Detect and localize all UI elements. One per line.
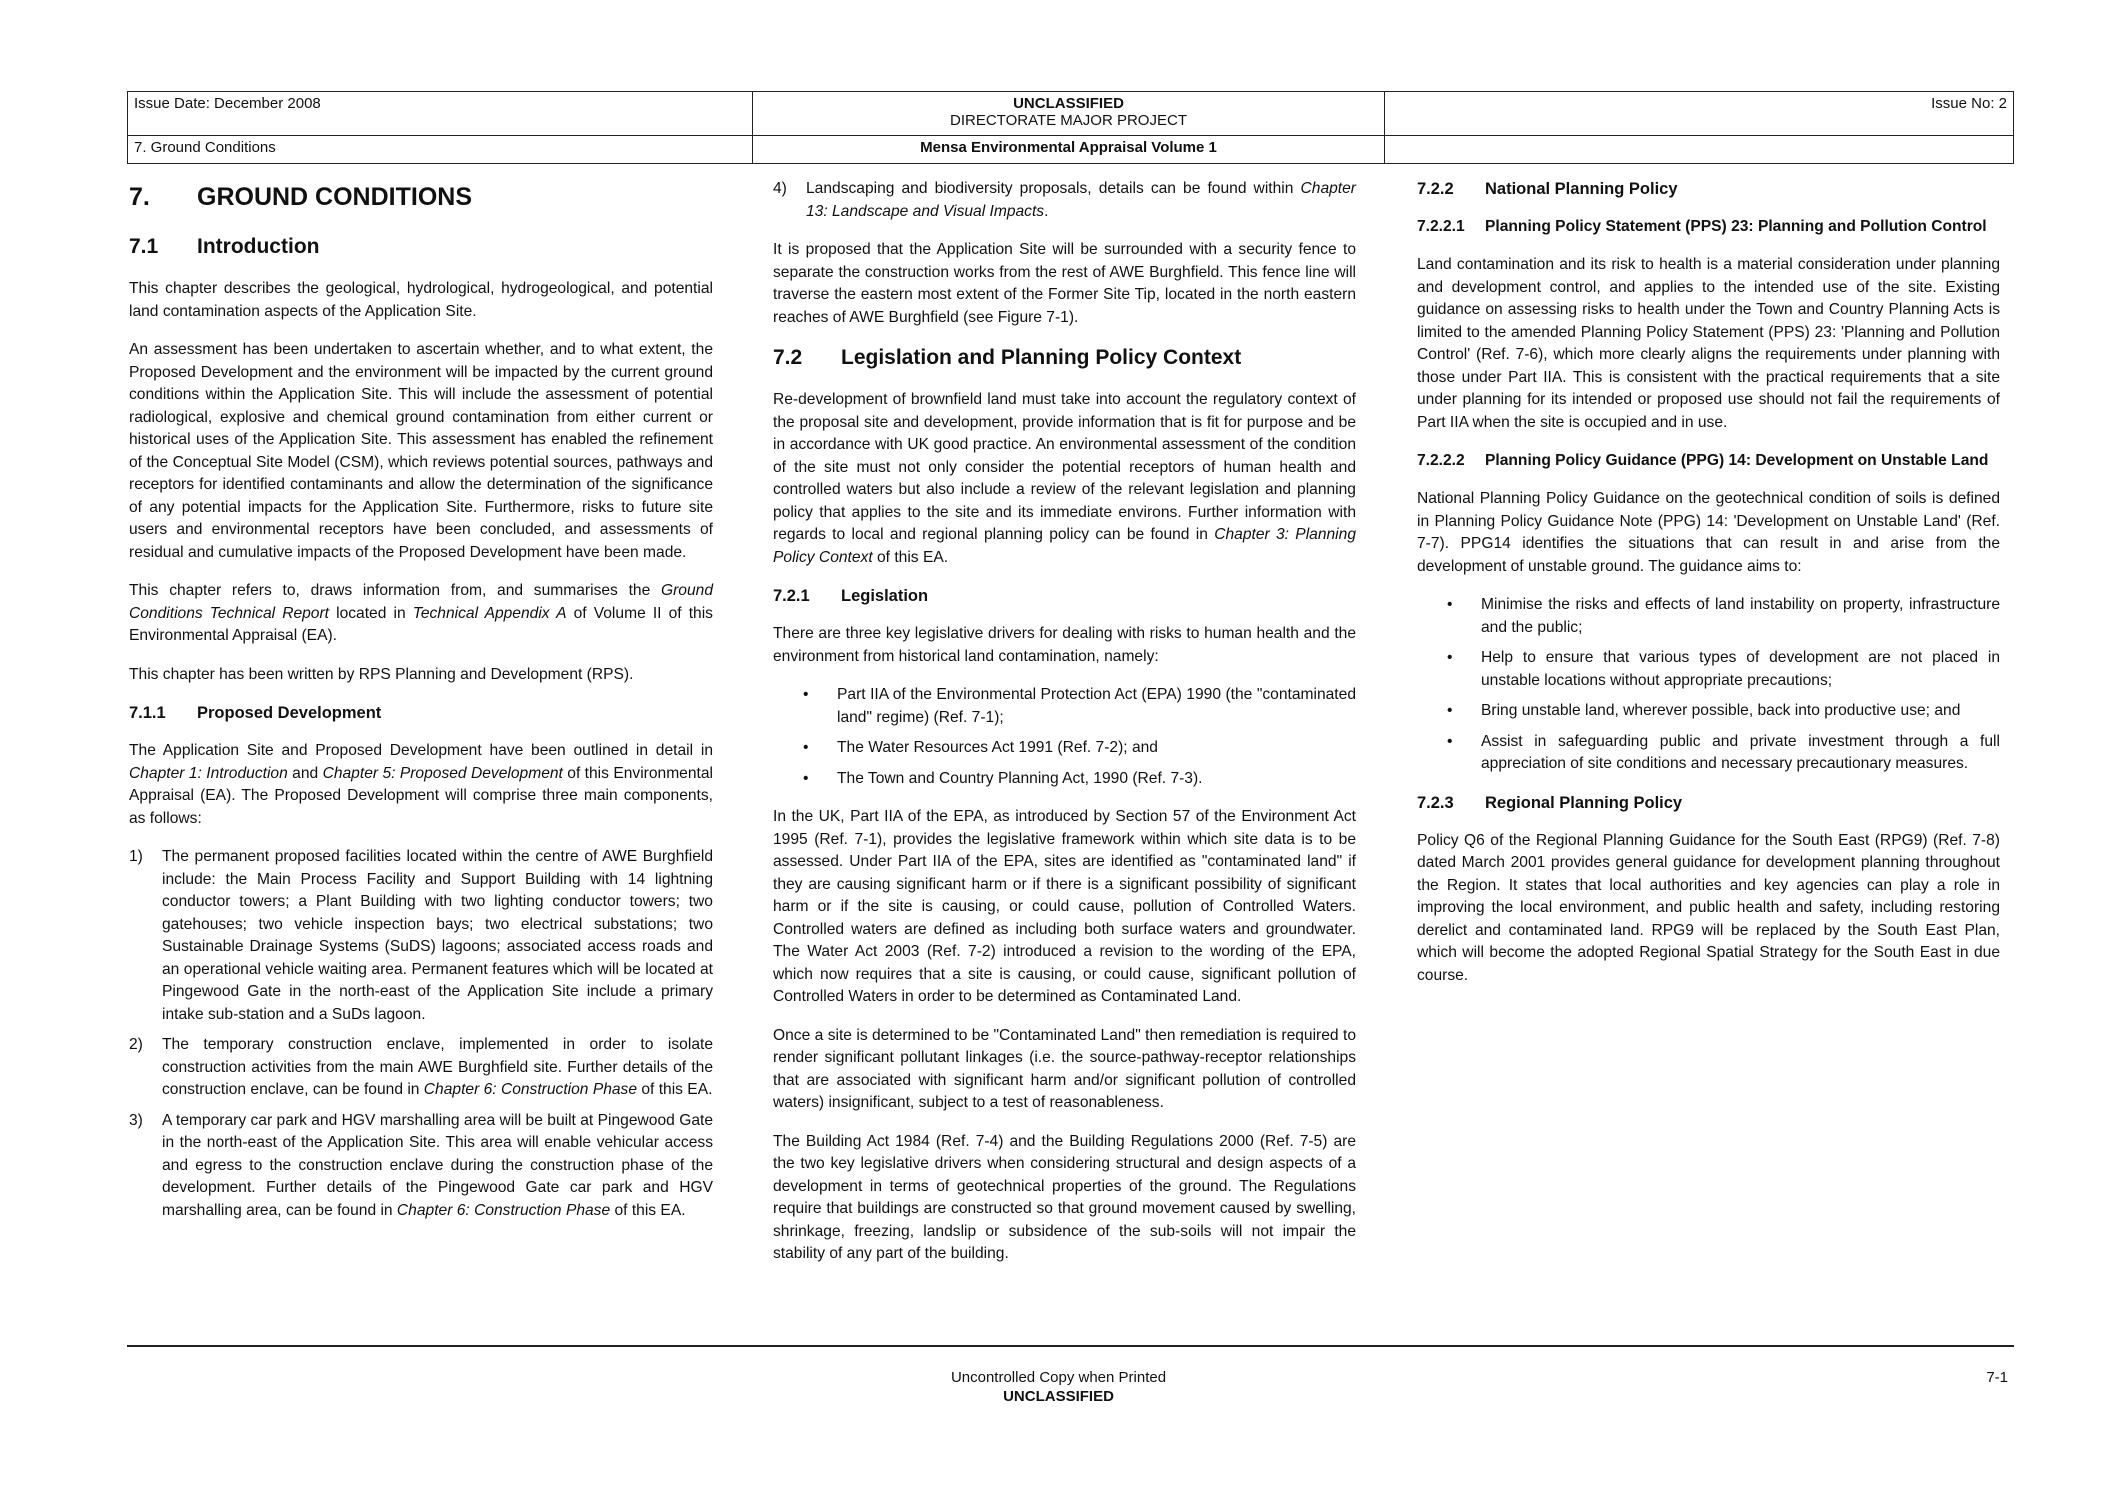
- bullet-icon: •: [803, 739, 809, 756]
- bullet-list: [1417, 594, 2000, 776]
- paragraph: National Planning Policy Guidance on the geotechnical condition of soils is defined in Planning Policy Guidance Note (PPG) 14: 'Development on Unstable Land' (Ref. 7-7). PPG14 identifies the situations that can result in and arise from the development of unstable ground. The guidance aims to:: [1417, 490, 2000, 575]
- bullet-icon: •: [1447, 702, 1453, 719]
- paragraph: Land contamination and its risk to health is a material consideration under planning and development control, and applies to the intended use of the site. Existing guidance on assessing risks to health under the Town and Country Planning Acts is limited to the amended Planning Policy Statement (PPS) 23: 'Planning and Pollution Control' (Ref. 7-6), which more clearly aligns the requirements under planning with those under Part IIA. This is consistent with the practical requirements that a site under planning for its intended or proposed use should not fail the requirements of Part IIA when the site is occupied and in use.: [1417, 256, 2000, 431]
- subsection-heading-7-1-1: 7.1.1 Proposed Development: [129, 704, 382, 722]
- project-label: DIRECTORATE MAJOR PROJECT: [950, 112, 1187, 129]
- classification-block: [753, 92, 1385, 136]
- list-item: 2) The temporary construction enclave, implemented in order to isolate construction activities from the main AWE Burghfield site. Further details of the construction enclave, can be found in Chapter 6: Construction Phase of this EA.: [129, 1036, 713, 1098]
- column-1: [129, 178, 713, 1230]
- header-table: [127, 91, 2014, 164]
- bullet-icon: •: [803, 769, 809, 787]
- section-heading-7-2: 7.2 Legislation and Planning Policy Context: [773, 346, 1242, 369]
- paragraph: Re-development of brownfield land must take into account the regulatory context of the proposal site and development, provide information that is fit for purpose and be in accordance with UK good practice. An environmental assessment of the condition of the site must not only consider the potential receptors of human health and controlled waters but also include a review of the relevant legislation and planning policy that applies to the site and its immediate environs. Further information with regards to local and regional planning policy can be found in Chapter 3: Planning Policy Context of this EA.: [773, 391, 1356, 566]
- list-item: • The Water Resources Act 1991 (Ref. 7-2); and: [773, 737, 1356, 760]
- bullet-icon: •: [1447, 596, 1453, 613]
- paragraph: There are three key legislative drivers for dealing with risks to human health and the environment from historical land contamination, namely:: [773, 625, 1356, 665]
- paragraph: Policy Q6 of the Regional Planning Guidance for the South East (RPG9) (Ref. 7-8) dated March 2001 provides general guidance for development planning throughout the Region. It states that local authorities and key agencies can play a role in improving the local environment, and public health and safety, including restoring derelict and contaminated land. RPG9 will be replaced by the South East Plan, which will become the adopted Regional Spatial Strategy for the South East in due course.: [1417, 831, 2000, 984]
- subsubsection-heading-7-2-2-2: 7.2.2.2 Planning Policy Guidance (PPG) 14: Development on Unstable Land: [1417, 452, 1989, 469]
- paragraph: An assessment has been undertaken to ascertain whether, and to what extent, the Proposed Development and the environment will be impacted by the current ground conditions within the Application Site. This will include the assessment of potential radiological, explosive and chemical ground contamination from either current or historical uses of the Application Site. This assessment has enabled the refinement of the Conceptual Site Model (CSM), which reviews potential sources, pathways and receptors for identified contaminants and allow the determination of the significance of any potential impacts for the Application Site. Furthermore, risks to future site users and environmental receptors have been concluded, and assessments of residual and cumulative impacts of the Proposed Development have been made.: [129, 341, 713, 561]
- footer-classification: UNCLASSIFIED: [1003, 1388, 1114, 1405]
- paragraph: Once a site is determined to be "Contaminated Land" then remediation is required to render significant pollutant linkages (i.e. the source-pathway-receptor relationships that are associated with significant harm and/or significant pollution of controlled waters) insignificant, subject to a test of reasonableness.: [773, 1026, 1356, 1111]
- bullet-icon: •: [1447, 649, 1453, 666]
- bullet-list: [773, 684, 1356, 790]
- issue-date: Issue Date: December 2008: [128, 92, 753, 136]
- classification-label: UNCLASSIFIED: [1013, 95, 1124, 112]
- footer-copy-notice: Uncontrolled Copy when Printed: [950, 1369, 1167, 1386]
- subsubsection-heading-7-2-2-1: 7.2.2.1 Planning Policy Statement (PPS) 23: Planning and Pollution Control: [1417, 218, 1987, 235]
- list-item: 1) The permanent proposed facilities located within the centre of AWE Burghfield include: the Main Process Facility and Support Building with 14 lightning conductor towers; a Plant Building with two lighting conductor towers; two gatehouses; two vehicle inspection bays; two electrical substations; two Sustainable Drainage Systems (SuDS) lagoons; associated access roads and an operational vehicle waiting area. Permanent features which will be located at Pingewood Gate in the north-east of the Application Site include a primary intake sub-station and a SuDs lagoon.: [129, 848, 713, 1023]
- list-item: 3) A temporary car park and HGV marshalling area will be built at Pingewood Gate in the north-east of the Application Site. This area will enable vehicular access and egress to the construction enclave during the construction phase of the development. Further details of the Pingewood Gate car park and HGV marshalling area, can be found in Chapter 6: Construction Phase of this EA.: [129, 1111, 713, 1219]
- paragraph: This chapter refers to, draws information from, and summarises the Ground Conditions Technical Report located in Technical Appendix A of Volume II of this Environmental Appraisal (EA).: [129, 582, 713, 644]
- paragraph: The Building Act 1984 (Ref. 7-4) and the Building Regulations 2000 (Ref. 7-5) are the two key legislative drivers when considering structural and design aspects of a development in terms of geotechnical properties of the ground. The Regulations require that buildings are constructed so that ground movement caused by swelling, shrinkage, freezing, landslip or subsidence of the sub-soils will not impair the stability of any part of the building.: [773, 1132, 1356, 1262]
- column-2: [773, 178, 1356, 1282]
- section-label: 7. Ground Conditions: [128, 136, 753, 163]
- list-item: • The Town and Country Planning Act, 1990 (Ref. 7-3).: [773, 768, 1356, 791]
- section-heading-7-1: 7.1 Introduction: [129, 235, 320, 258]
- paragraph: In the UK, Part IIA of the EPA, as introduced by Section 57 of the Environment Act 1995 (Ref. 7-1), provides the legislative framework within which site data is to be assessed. Under Part IIA of the EPA, sites are identified as "contaminated land" if they are causing significant harm or if there is a significant possibility of significant harm or if the site is causing, or could cause, pollution of Controlled Waters. Controlled waters are defined as including both surface waters and groundwater. The Water Act 2003 (Ref. 7-2) introduced a revision to the wording of the EPA, which now requires that a site is causing, or could cause, significant pollution of Controlled Waters in order to be determined as Contaminated Land.: [773, 808, 1356, 1005]
- list-item: • Minimise the risks and effects of land instability on property, infrastructure and the public;: [1417, 594, 2000, 639]
- list-item: • Help to ensure that various types of development are not placed in unstable locations without appropriate precautions;: [1417, 647, 2000, 692]
- paragraph: The Application Site and Proposed Development have been outlined in detail in Chapter 1: Introduction and Chapter 5: Proposed Development of this Environmental Appraisal (EA). The Proposed Development will comprise three main components, as follows:: [129, 742, 713, 827]
- header-empty-cell: [1385, 136, 2013, 163]
- list-item: • Part IIA of the Environmental Protection Act (EPA) 1990 (the "contaminated land" regime) (Ref. 7-1);: [773, 684, 1356, 729]
- paragraph: This chapter describes the geological, hydrological, hydrogeological, and potential land contamination aspects of the Application Site.: [129, 280, 713, 320]
- footer-divider: [127, 1345, 2014, 1347]
- column-3: [1417, 178, 2000, 1003]
- list-item: • Bring unstable land, wherever possible, back into productive use; and: [1417, 700, 2000, 723]
- paragraph: This chapter has been written by RPS Planning and Development (RPS).: [129, 665, 634, 683]
- subsection-heading-7-2-3: 7.2.3 Regional Planning Policy: [1417, 793, 1683, 812]
- list-item: 4) Landscaping and biodiversity proposals, details can be found within Chapter 13: Landscape and Visual Impacts.: [773, 180, 1356, 220]
- page-number: 7-1: [1986, 1369, 2008, 1386]
- volume-label: Mensa Environmental Appraisal Volume 1: [753, 136, 1385, 163]
- bullet-icon: •: [803, 686, 809, 703]
- subsection-heading-7-2-1: 7.2.1 Legislation: [773, 587, 929, 605]
- chapter-heading: 7. GROUND CONDITIONS: [129, 183, 472, 211]
- bullet-icon: •: [1447, 732, 1453, 750]
- issue-number: Issue No: 2: [1385, 92, 2013, 136]
- list-item: • Assist in safeguarding public and private investment through a full appreciation of site conditions and necessary precautionary measures.: [1417, 731, 2000, 776]
- subsection-heading-7-2-2: 7.2.2 National Planning Policy: [1417, 180, 1678, 198]
- paragraph: It is proposed that the Application Site will be surrounded with a security fence to separate the construction works from the rest of AWE Burghfield. This fence line will traverse the eastern most extent of the Former Site Tip, located in the north eastern reaches of AWE Burghfield (see Figure 7-1).: [773, 241, 1356, 326]
